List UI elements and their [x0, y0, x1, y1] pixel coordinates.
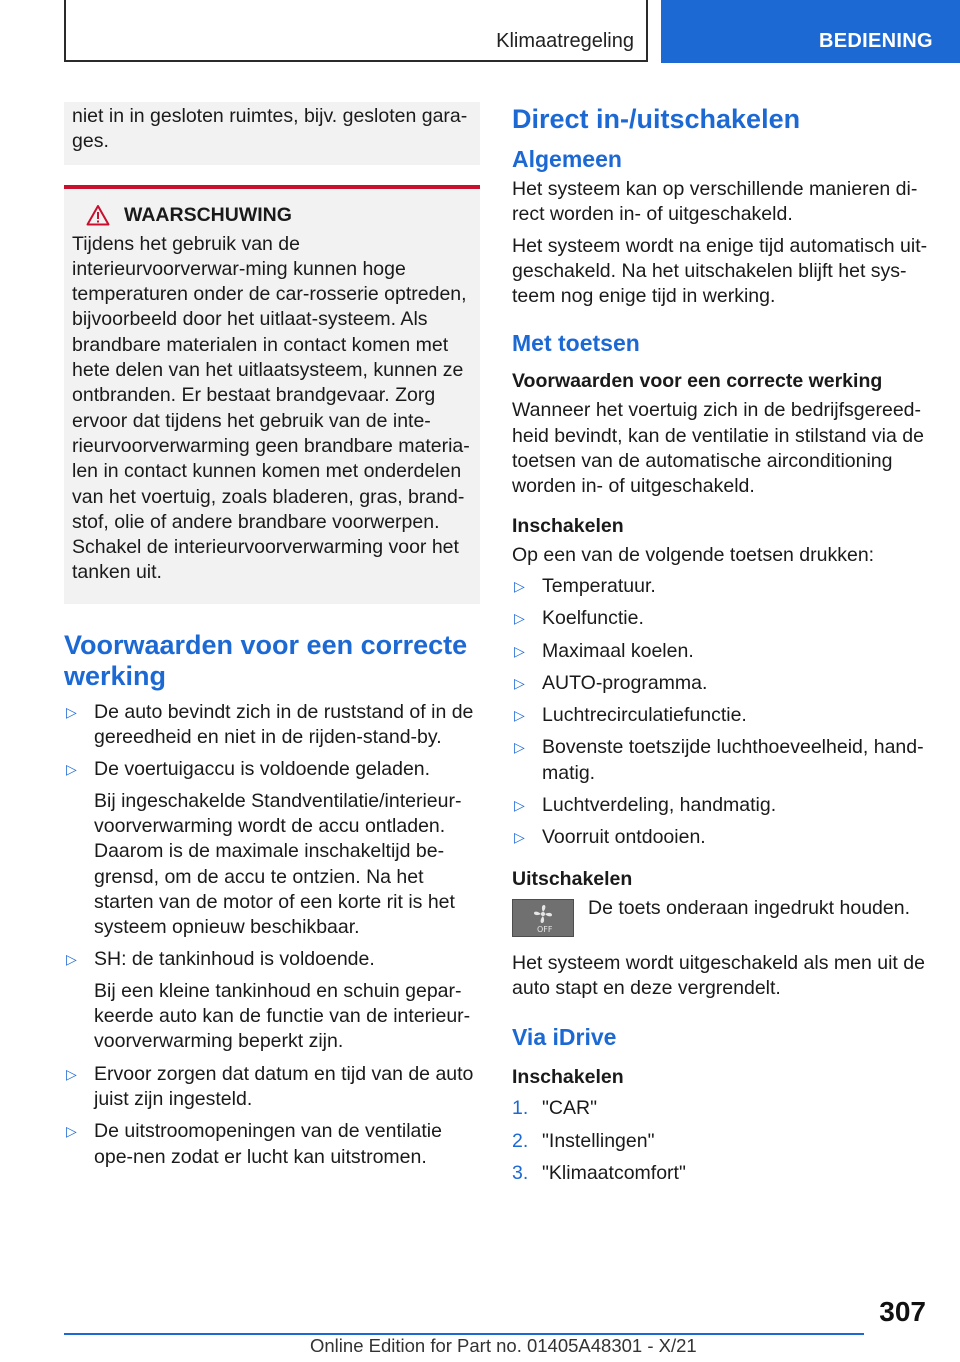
list-item-text: SH: de tankinhoud is voldoende.	[94, 948, 375, 971]
right-column	[512, 102, 928, 1193]
bullet-triangle-icon: ▷	[66, 761, 77, 778]
toetsen-paragraph: Wanneer het voertuig zich in de bedrijfsgereed-heid bevindt, kan de ventilatie in stilstand via de toetsen van de automatische airconditioning worden in- of uitgeschakeld.	[512, 399, 924, 498]
bullet-triangle-icon: ▷	[66, 703, 77, 720]
step-text: "Klimaatcomfort"	[542, 1161, 686, 1184]
uitschakelen-paragraph: Het systeem wordt uitgeschakeld als men uit de auto stapt en deze vergrendelt.	[512, 951, 925, 999]
list-item-text: Ervoor zorgen dat datum en tijd van de auto juist zijn ingesteld.	[94, 1062, 474, 1110]
inschakelen-intro: Op een van de volgende toetsen drukken:	[512, 543, 875, 566]
bullet-triangle-icon: ▷	[514, 642, 525, 659]
step-number: 2.	[512, 1129, 529, 1152]
list-item	[64, 757, 480, 940]
list-item	[64, 947, 480, 1054]
fan-icon	[532, 904, 554, 924]
idrive-heading: Via iDrive	[512, 1024, 617, 1051]
list-item	[512, 703, 928, 728]
list-item	[512, 639, 928, 664]
list-item-text: Bovenste toetszijde luchthoeveelheid, hand-matig.	[542, 736, 924, 784]
uitschakelen-heading: Uitschakelen	[512, 867, 633, 890]
toetsen-heading: Met toetsen	[512, 330, 640, 357]
algemeen-paragraph-2: Het systeem wordt na enige tijd automatisch uit-geschakeld. Na het uitschakelen blijft het sys-teem nog enige tijd in werking.	[512, 234, 928, 308]
list-item-text: De auto bevindt zich in de ruststand of in de gereedheid en niet in de rijden-stand-by.	[94, 700, 474, 749]
list-item	[512, 793, 928, 818]
list-item-text: Luchtrecirculatiefunctie.	[542, 704, 747, 727]
list-item	[512, 825, 928, 850]
bullet-triangle-icon: ▷	[514, 674, 525, 691]
list-item	[512, 1129, 928, 1154]
list-item	[512, 606, 928, 631]
list-item	[512, 1161, 928, 1186]
uitschakelen-button-text: De toets onderaan ingedrukt houden.	[588, 896, 910, 919]
step-text: "CAR"	[542, 1097, 598, 1120]
list-item-text: AUTO-programma.	[542, 671, 708, 694]
bullet-triangle-icon: ▷	[514, 610, 525, 627]
list-item	[64, 700, 480, 751]
edition-footer: Online Edition for Part no. 01405A48301 - X/21	[310, 1335, 697, 1356]
left-section-heading: Voorwaarden voor een correcte werking	[64, 629, 468, 691]
list-item	[64, 1119, 480, 1170]
list-item	[64, 1062, 480, 1113]
list-item-text: Luchtverdeling, handmatig.	[542, 794, 777, 817]
warning-title: WAARSCHUWING	[124, 203, 292, 226]
list-item-subtext: Bij ingeschakelde Standventilatie/interieur-voorverwarming wordt de accu ontladen. Daarom is de maximale inschakeltijd be-grensd, om de accu te ontzien. Na het starten van de motor of een korte rit is het systeem opnieuw beschikbaar.	[94, 789, 462, 939]
continued-note-text: niet in in gesloten ruimtes, bijv. gesloten gara-ges.	[72, 105, 468, 153]
off-label: OFF	[537, 924, 553, 934]
bullet-triangle-icon: ▷	[514, 707, 525, 724]
warning-box	[64, 185, 480, 604]
fan-off-button-image	[512, 899, 574, 937]
algemeen-heading: Algemeen	[512, 146, 622, 172]
bullet-triangle-icon: ▷	[514, 829, 525, 846]
header-section-box	[64, 0, 648, 62]
step-text: "Instellingen"	[542, 1129, 655, 1152]
bullet-triangle-icon: ▷	[514, 739, 525, 756]
chapter-tab-label: BEDIENING	[819, 30, 933, 52]
list-item-subtext: Bij een kleine tankinhoud en schuin gepar-keerde auto kan de functie van de interieur-voorverwarming beperkt zijn.	[94, 979, 471, 1053]
bullet-triangle-icon: ▷	[66, 1065, 77, 1082]
algemeen-paragraph-1: Het systeem kan op verschillende manieren di-rect worden in- of uitgeschakeld.	[512, 178, 918, 226]
uitschakelen-row	[512, 896, 928, 937]
bullet-triangle-icon: ▷	[66, 951, 77, 968]
warning-header	[72, 203, 472, 228]
list-item	[512, 735, 928, 786]
right-section-heading: Direct in-/uitschakelen	[512, 104, 801, 134]
idrive-steps	[512, 1096, 928, 1186]
continued-note-box	[64, 102, 480, 165]
conditions-list	[64, 700, 480, 1170]
list-item-text: Maximaal koelen.	[542, 639, 694, 662]
list-item-text: Voorruit ontdooien.	[542, 826, 706, 849]
list-item	[512, 1096, 928, 1121]
warning-triangle-icon	[86, 204, 110, 226]
list-item-text: De uitstroomopeningen van de ventilatie ope-nen zodat er lucht kan uitstromen.	[94, 1120, 442, 1168]
page-number: 307	[879, 1296, 926, 1327]
list-item	[512, 671, 928, 696]
keys-list	[512, 574, 928, 851]
list-item-text: Temperatuur.	[542, 574, 656, 597]
warning-body: Tijdens het gebruik van de interieurvoorverwar-ming kunnen hoge temperaturen onder de car-rosserie optreden, bijvoorbeeld door het uitlaat-systeem. Als brandbare materialen in contact komen met hete delen van het uitlaatsysteem, kunnen ze ontbranden. Er bestaat brandgevaar. Zorg ervoor dat tijdens het gebruik van de inte-rieurvoorverwarming geen brandbare materia-len in contact kunnen komen met onderdelen van het voertuig, zoals bladeren, gras, brand-stof, olie of andere brandbare voorwerpen. Schakel de interieurvoorverwarming voor het tanken uit.	[72, 232, 470, 584]
step-number: 1.	[512, 1097, 529, 1120]
inschakelen-heading: Inschakelen	[512, 514, 624, 537]
list-item-text: Koelfunctie.	[542, 607, 644, 630]
list-item	[512, 574, 928, 599]
bullet-triangle-icon: ▷	[66, 1123, 77, 1140]
bullet-triangle-icon: ▷	[514, 577, 525, 594]
left-column	[64, 102, 480, 1170]
idrive-inschakelen-heading: Inschakelen	[512, 1066, 624, 1089]
bullet-triangle-icon: ▷	[514, 797, 525, 814]
section-title: Klimaatregeling	[496, 30, 634, 52]
step-number: 3.	[512, 1161, 529, 1184]
chapter-tab	[661, 0, 960, 63]
toetsen-subheading: Voorwaarden voor een correcte werking	[512, 370, 883, 393]
list-item-text: De voertuigaccu is voldoende geladen.	[94, 758, 431, 781]
